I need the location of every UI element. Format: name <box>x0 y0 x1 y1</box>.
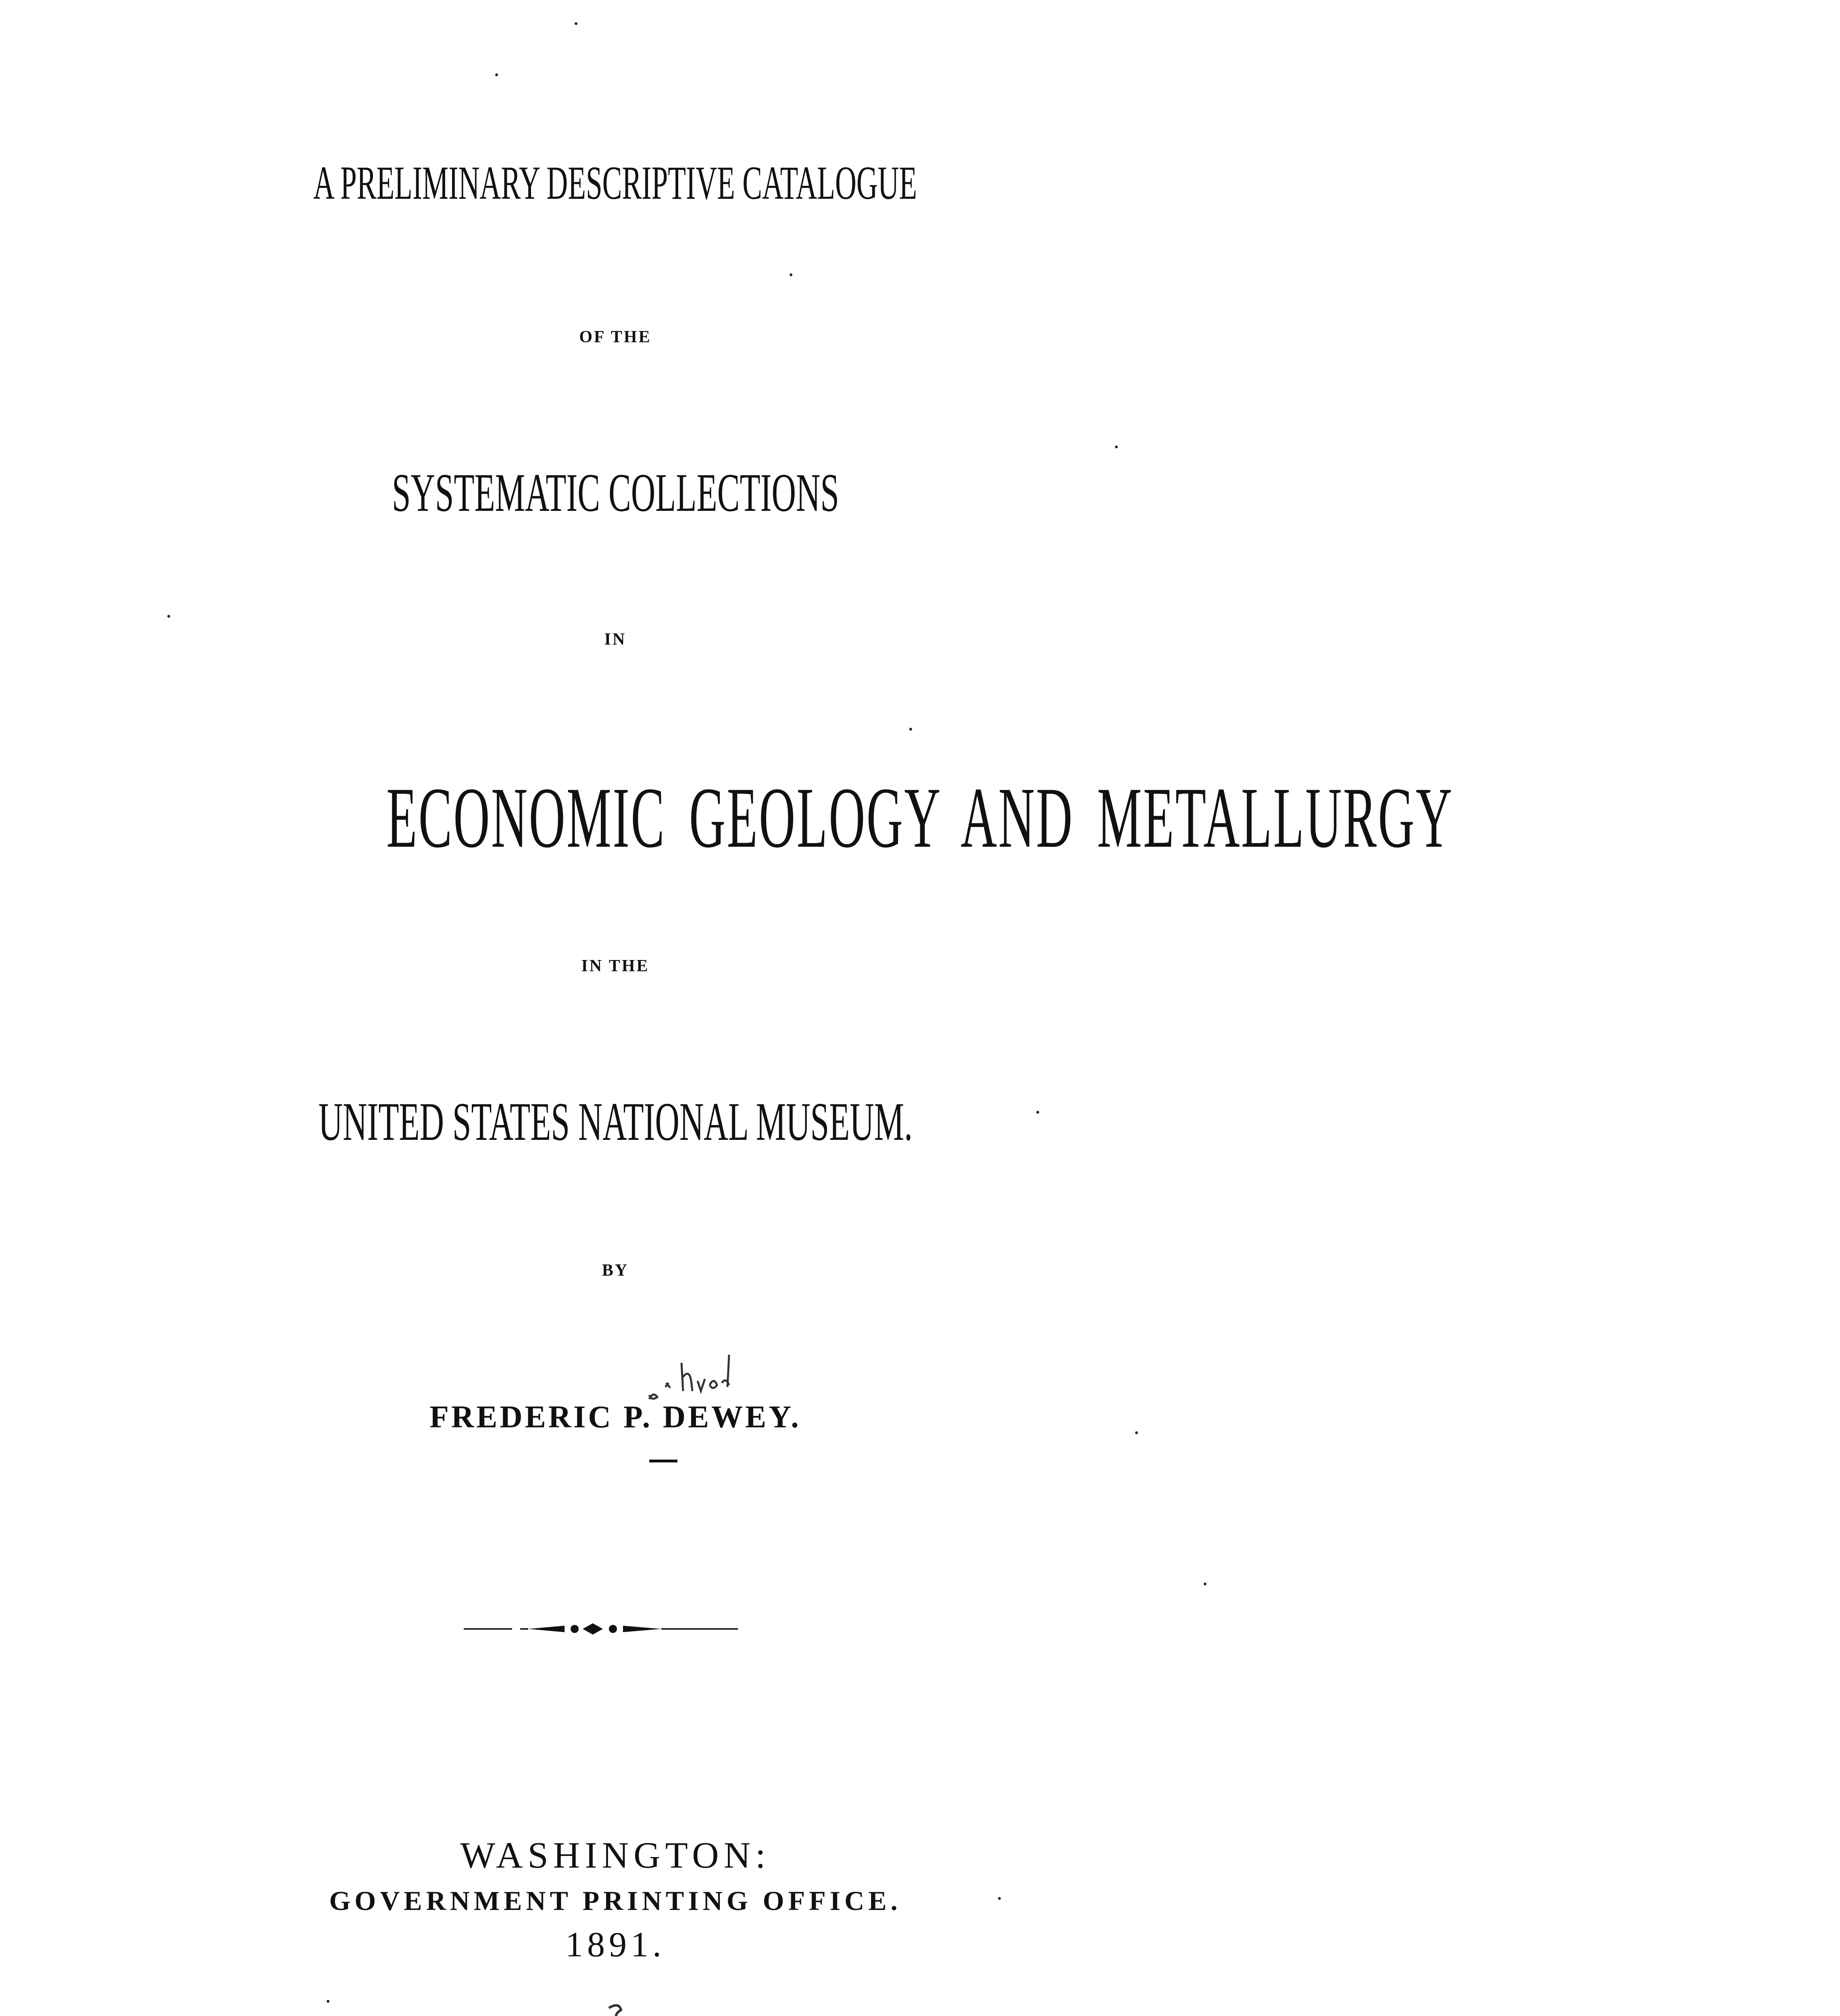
title-line-systematic-text: SYSTEMATIC COLLECTIONS <box>392 463 839 523</box>
paper-speck <box>495 73 498 76</box>
title-line-catalogue <box>0 156 1231 209</box>
paper-speck <box>327 2000 329 2003</box>
imprint-year: 1891. <box>565 1925 665 1964</box>
author-underline-mark <box>649 1460 677 1462</box>
title-line-museum-text: UNITED STATES NATIONAL MUSEUM. <box>318 1092 913 1152</box>
paper-speck <box>790 273 792 276</box>
title-line-economic <box>0 769 1454 866</box>
paper-speck <box>909 728 912 731</box>
title-connector-in-the: IN THE <box>581 957 650 975</box>
imprint-place: WASHINGTON: <box>460 1835 771 1876</box>
paper-speck <box>1115 446 1118 448</box>
handwritten-annotation <box>641 1339 738 1407</box>
paper-speck <box>998 1897 1001 1900</box>
title-line-economic-text: ECONOMIC GEOLOGY AND METALLURGY <box>386 769 1454 866</box>
paper-speck <box>1204 1583 1207 1585</box>
paper-speck <box>1135 1431 1138 1434</box>
handwritten-shelf-mark <box>597 2000 645 2016</box>
author-name: FREDERIC P. DEWEY. <box>429 1399 801 1434</box>
title-line-museum <box>0 1092 1231 1152</box>
paper-speck <box>1036 1111 1039 1114</box>
paper-speck <box>575 22 577 25</box>
imprint-publisher: GOVERNMENT PRINTING OFFICE. <box>329 1885 902 1916</box>
title-line-systematic <box>0 463 1231 523</box>
title-line-catalogue-text: A PRELIMINARY DESCRIPTIVE CATALOGUE <box>313 156 917 209</box>
byline-by: BY <box>602 1261 629 1280</box>
ornamental-rule <box>464 1621 738 1637</box>
paper-speck <box>167 615 170 618</box>
title-connector-of-the: OF THE <box>579 328 652 346</box>
title-connector-in: IN <box>604 630 627 649</box>
